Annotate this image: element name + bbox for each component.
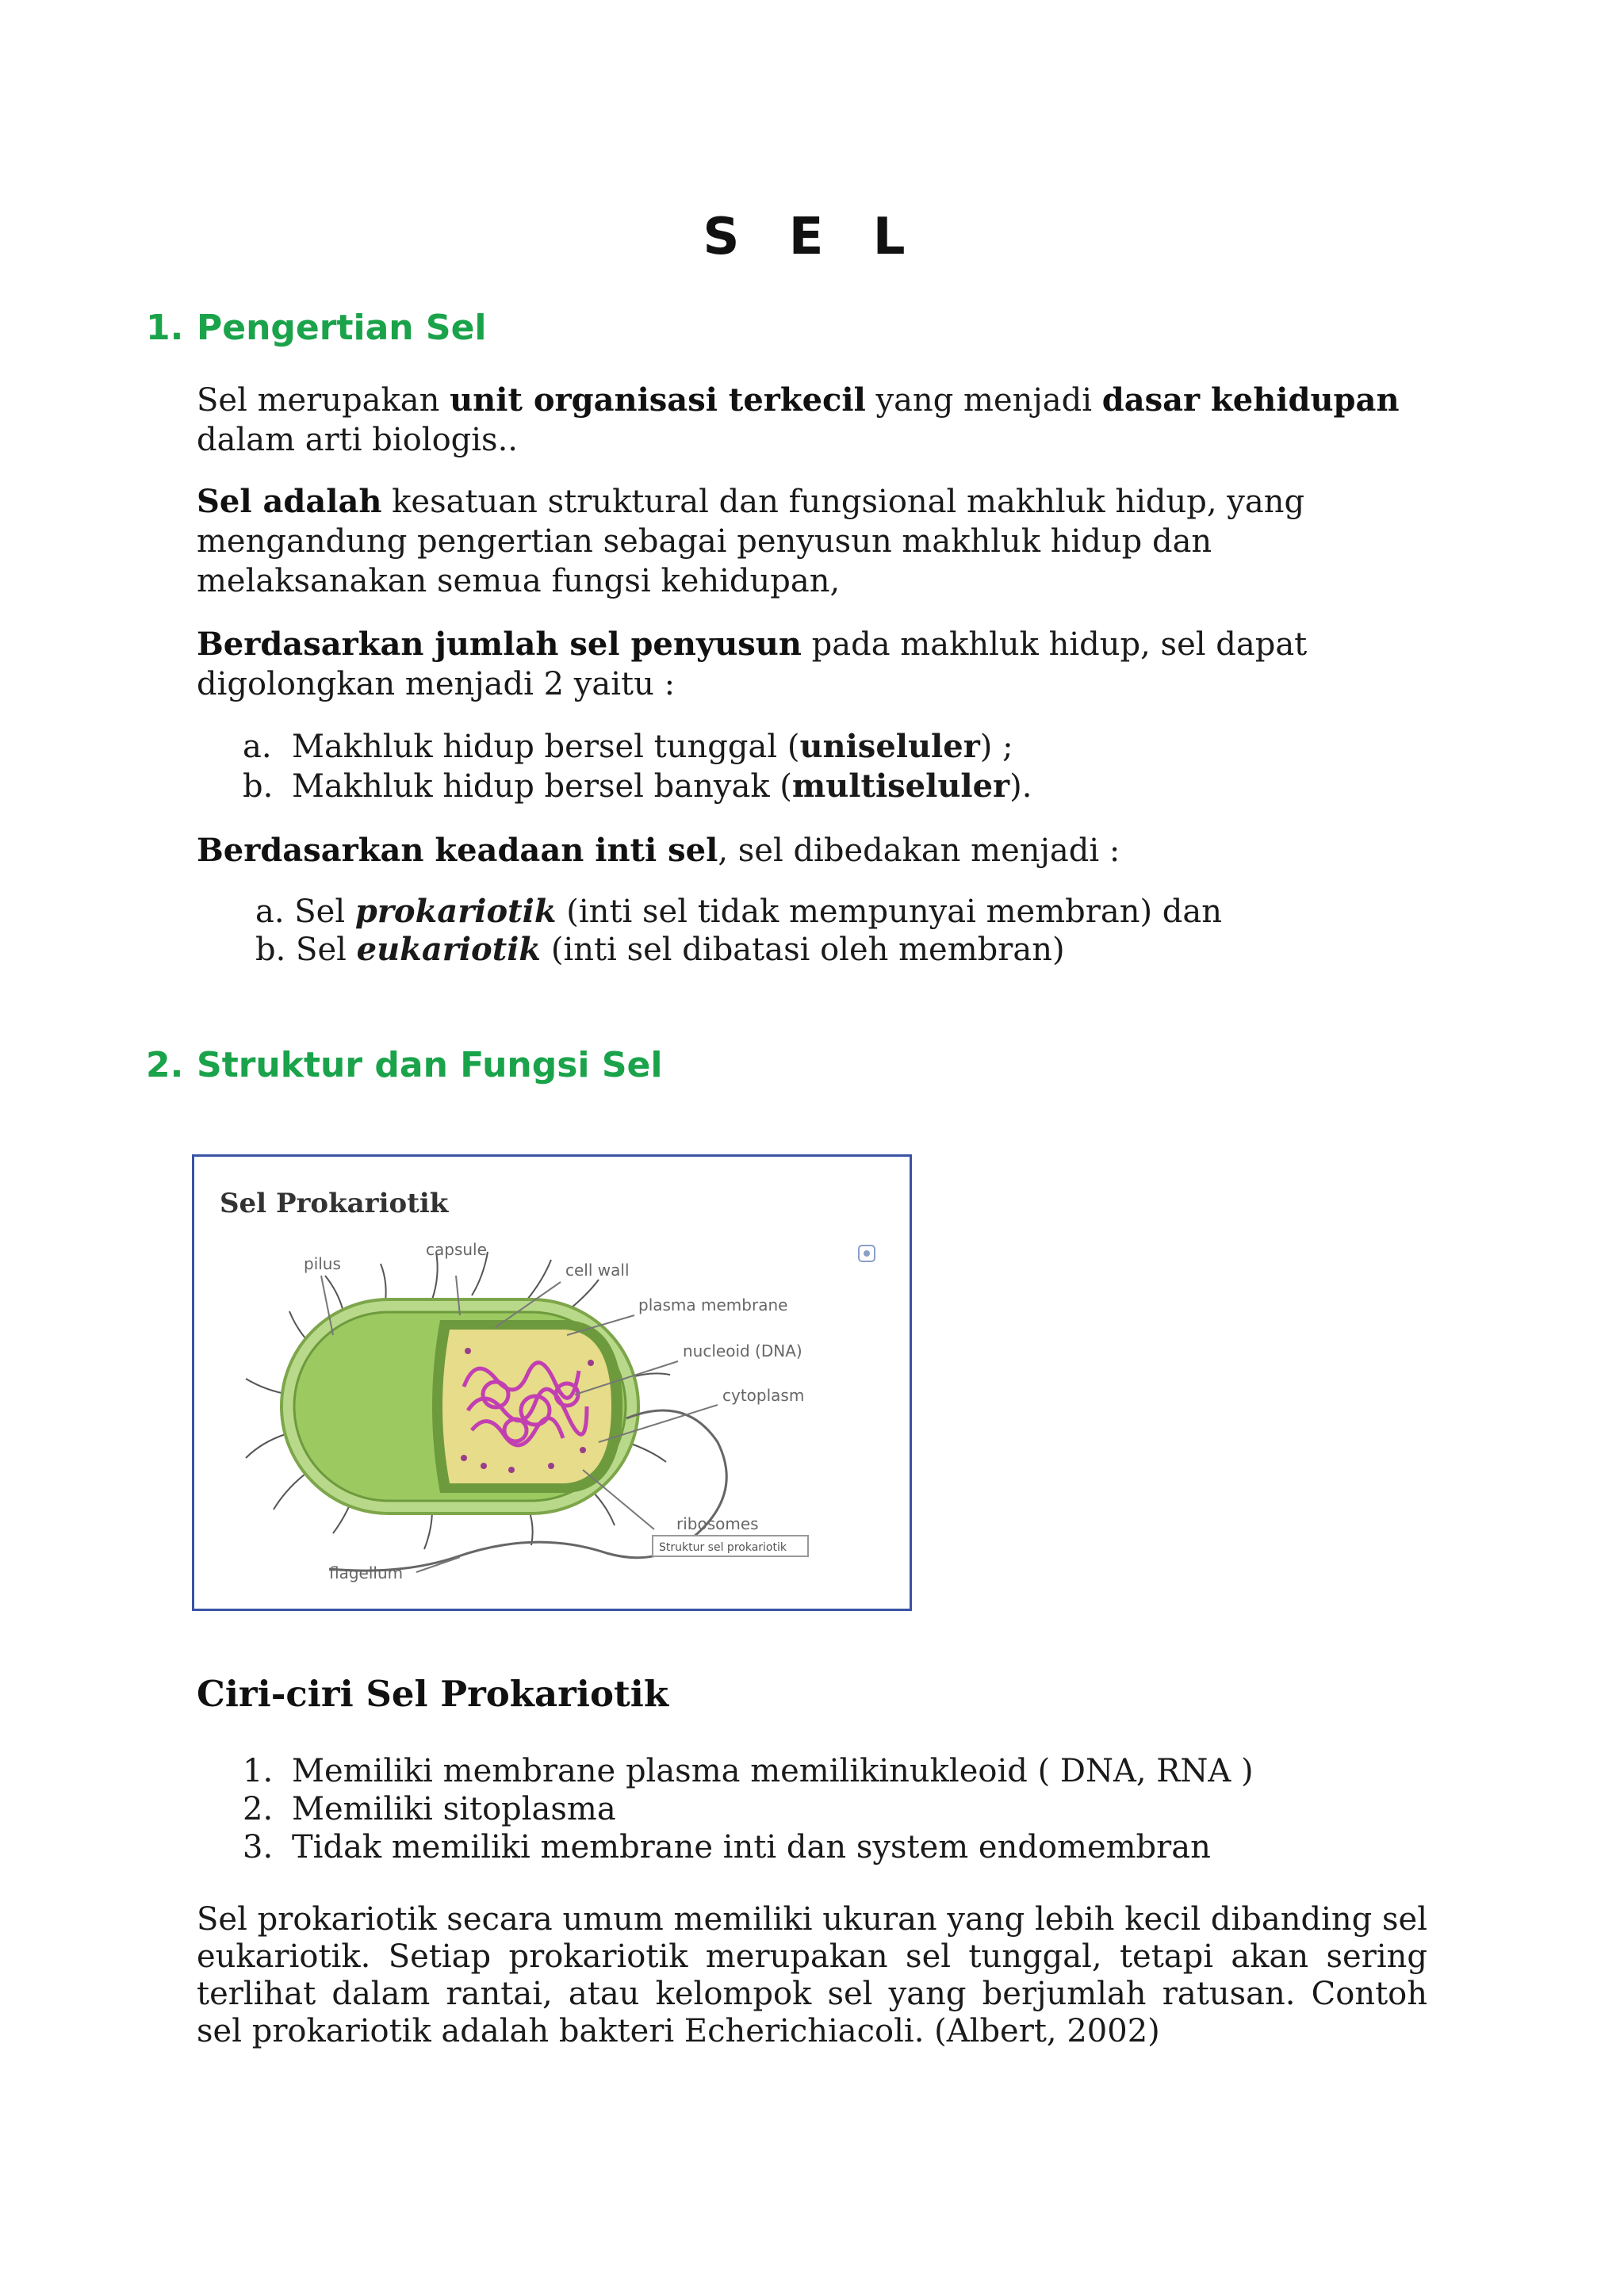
- expand-icon[interactable]: [859, 1246, 875, 1261]
- text: yang menjadi: [865, 382, 1102, 419]
- label-cytoplasm: cytoplasm: [722, 1386, 805, 1405]
- figure-title: Sel Prokariotik: [220, 1188, 449, 1219]
- prokaryotic-cell-diagram: [194, 1157, 910, 1609]
- text: , sel dibedakan menjadi :: [718, 832, 1120, 869]
- label-capsule: capsule: [426, 1240, 487, 1259]
- bold-text: multiseluler: [791, 767, 1010, 805]
- text: pada makhluk hidup, sel dapat digolongkan menjadi 2 yaitu :: [197, 626, 1308, 702]
- list-marker: 2.: [243, 1791, 274, 1827]
- label-plasma-membrane: plasma membrane: [638, 1295, 788, 1314]
- label-cell-wall: cell wall: [565, 1261, 630, 1280]
- list-item: [243, 1828, 1211, 1866]
- text: a. Sel: [255, 894, 355, 930]
- bold-text: Sel adalah: [197, 483, 382, 520]
- section-2-heading: [146, 1045, 662, 1085]
- text: Makhluk hidup bersel tunggal (: [292, 729, 800, 765]
- label-nucleoid: nucleoid (DNA): [683, 1341, 802, 1360]
- label-pilus: pilus: [304, 1254, 341, 1273]
- text: b. Sel: [255, 932, 357, 968]
- bold-text: Berdasarkan keadaan inti sel: [197, 832, 718, 869]
- list-item: [243, 1790, 616, 1828]
- text: Memiliki sitoplasma: [292, 1791, 616, 1827]
- page-title: S E L: [703, 208, 921, 266]
- section-1-number: 1.: [146, 308, 184, 348]
- list-item: [243, 767, 1032, 806]
- text: (inti sel dibatasi oleh membran): [541, 932, 1065, 968]
- list-marker: a.: [243, 729, 272, 765]
- text: (inti sel tidak mempunyai membran) dan: [556, 894, 1223, 930]
- list-item: [255, 893, 1222, 931]
- list-marker: 1.: [243, 1753, 274, 1789]
- bold-text: unit organisasi terkecil: [450, 381, 866, 419]
- text: Memiliki membrane plasma memilikinukleoid ( DNA, RNA ): [292, 1753, 1254, 1789]
- list-item: [255, 931, 1065, 969]
- bold-text: Berdasarkan jumlah sel penyusun: [197, 626, 802, 663]
- list-item: [243, 1752, 1254, 1790]
- section-2-number: 2.: [146, 1045, 184, 1085]
- list-item: [243, 728, 1013, 766]
- label-flagellum: flagellum: [329, 1563, 404, 1582]
- list-marker: b.: [243, 768, 274, 805]
- text: Sel merupakan: [197, 382, 450, 419]
- section-2-title: Struktur dan Fungsi Sel: [197, 1045, 663, 1085]
- definition-paragraph-1: [197, 381, 1427, 460]
- section-1-title: Pengertian Sel: [197, 308, 487, 348]
- prokaryotic-cell-figure: [192, 1154, 912, 1611]
- text: Tidak memiliki membrane inti dan system endomembran: [292, 1829, 1211, 1866]
- text: kesatuan struktural dan fungsional makhluk hidup, yang mengandung pengertian sebagai penyusun makhluk hidup dan melaksanakan semua fungsi kehidupan,: [197, 484, 1305, 599]
- subheading-ciri: Ciri-ciri Sel Prokariotik: [197, 1673, 669, 1715]
- text: ) ;: [979, 729, 1013, 765]
- text: Makhluk hidup bersel banyak (: [292, 768, 792, 805]
- figure-caption: Struktur sel prokariotik: [659, 1541, 787, 1554]
- bold-italic-text: prokariotik: [354, 893, 557, 930]
- text: dalam arti biologis..: [197, 422, 518, 458]
- bold-text: dasar kehidupan: [1101, 381, 1400, 419]
- bold-text: uniseluler: [799, 728, 980, 765]
- closing-paragraph: Sel prokariotik secara umum memiliki ukuran yang lebih kecil dibanding sel eukariotik. Setiap prokariotik merupakan sel tunggal, tetapi akan sering terlihat dalam rantai, atau kelompok sel yang berjumlah ratusan. Contoh sel prokariotik adalah bakteri Echerichiacoli. (Albert, 2002): [197, 1901, 1427, 2049]
- list-marker: 3.: [243, 1829, 274, 1866]
- section-1-heading: [146, 308, 487, 348]
- classification-paragraph-nucleus: [197, 831, 1427, 871]
- definition-paragraph-2: [197, 482, 1427, 601]
- bold-italic-text: eukariotik: [356, 931, 542, 968]
- text: ).: [1009, 768, 1032, 805]
- label-ribosomes: ribosomes: [676, 1514, 759, 1533]
- classification-paragraph-count: [197, 625, 1427, 704]
